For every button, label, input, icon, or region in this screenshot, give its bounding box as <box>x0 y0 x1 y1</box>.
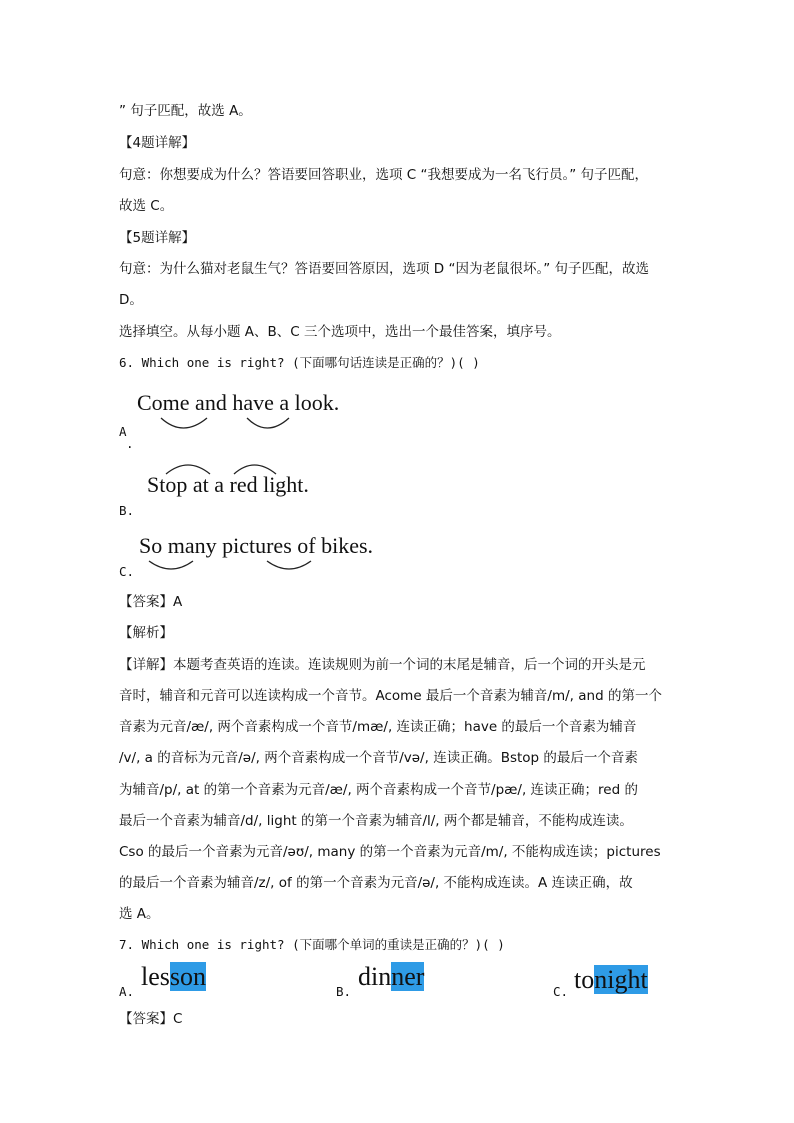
detail-line: 音素为元音/æ/, 两个音素构成一个音节/mæ/, 连读正确；have 的最后一个音素为辅音 <box>119 719 637 735</box>
q6-option-a-sentence: Come and have a look. <box>137 390 340 415</box>
q6-option-c-letter: C. <box>119 564 135 579</box>
detail-line: 的最后一个音素为辅音/z/, of 的第一个音素为元音/ə/, 不能构成连读。A 连读正确，故 <box>119 875 633 891</box>
section-heading: 【4题详解】 <box>119 135 196 151</box>
detail-line: 【详解】本题考查英语的连读。连读规则为前一个词的末尾是辅音，后一个词的开头是元 <box>119 657 646 673</box>
analysis-heading: 【解析】 <box>119 625 173 641</box>
q7-option-c-plain: to <box>574 965 595 994</box>
text-line: 句意：为什么猫对老鼠生气？答语要回答原因，选项 D “因为老鼠很坏。” 句子匹配，故选 <box>119 261 650 277</box>
liaison-arcs-a <box>155 414 315 436</box>
instruction-line: 选择填空。从每小题 A、B、C 三个选项中，选出一个最佳答案，填序号。 <box>119 324 561 340</box>
text-line: 故选 C。 <box>119 198 174 214</box>
q6-option-a-dot: . <box>126 436 134 451</box>
question-6: 6. Which one is right? (下面哪句话连读是正确的？)( ) <box>119 355 480 370</box>
detail-line: 最后一个音素为辅音/d/, light 的第一个音素为辅音/l/, 两个都是辅音，不能构成连读。 <box>119 813 633 829</box>
answer-7: 【答案】C <box>119 1011 183 1027</box>
detail-line: 音时，辅音和元音可以连读构成一个音节。Acome 最后一个音素为辅音/m/, and 的第一个 <box>119 688 662 704</box>
q7-option-a-plain: les <box>141 962 170 991</box>
text-line: ” 句子匹配，故选 A。 <box>119 103 252 119</box>
q7-option-b-letter: B. <box>336 984 352 999</box>
detail-line: 选 A。 <box>119 906 160 922</box>
text-line: D。 <box>119 292 143 308</box>
q7-option-a-stressed: son <box>169 962 207 991</box>
q7-option-a-letter: A. <box>119 984 135 999</box>
q6-option-b-letter: B. <box>119 503 135 518</box>
text-line: 句意：你想要成为什么？答语要回答职业，选项 C “我想要成为一名飞行员。” 句子匹配， <box>119 167 649 183</box>
question-7: 7. Which one is right? (下面哪个单词的重读是正确的？)( ) <box>119 937 505 952</box>
q7-option-c-stressed: night <box>594 965 648 994</box>
q6-option-c-sentence: So many pictures of bikes. <box>139 533 374 558</box>
detail-line: /v/, a 的音标为元音/ə/, 两个音素构成一个音节/və/, 连读正确。Bstop 的最后一个音素 <box>119 750 638 766</box>
q7-option-b-plain: din <box>358 962 392 991</box>
q7-option-a-word <box>141 963 206 991</box>
q7-option-c-word <box>574 966 648 994</box>
q6-option-b-sentence: Stop at a red light. <box>147 472 309 497</box>
detail-line: Cso 的最后一个音素为元音/əʊ/, many 的第一个音素为元音/m/, 不能构成连读；pictures <box>119 844 661 860</box>
answer-6: 【答案】A <box>119 594 183 610</box>
q7-option-b-stressed: ner <box>391 962 425 991</box>
liaison-arcs-c <box>145 557 325 577</box>
section-heading: 【5题详解】 <box>119 230 196 246</box>
detail-line: 为辅音/p/, at 的第一个音素为元音/æ/, 两个音素构成一个音节/pæ/, 连读正确；red 的 <box>119 782 638 798</box>
q7-option-c-letter: C. <box>553 984 569 999</box>
q7-option-b-word <box>358 963 424 991</box>
q6-option-a-letter: A <box>119 424 127 439</box>
